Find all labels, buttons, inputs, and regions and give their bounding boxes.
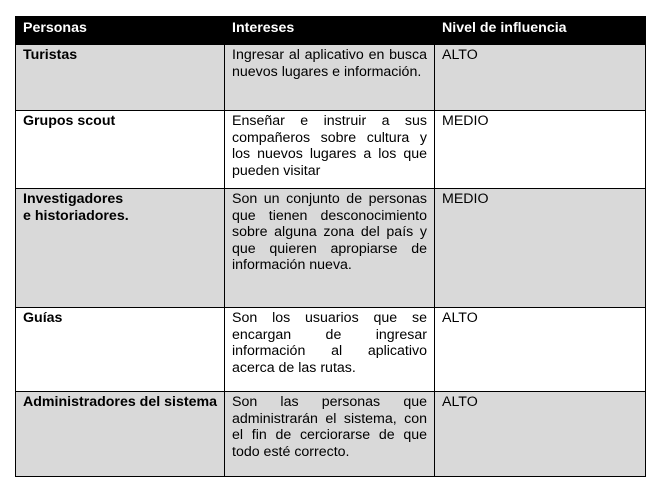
table-row xyxy=(16,111,646,189)
intereses-cell: Son los usuarios que se encargan de ingresar información al aplicativo acerca de las rutas. xyxy=(225,308,435,392)
header-nivel-influencia: Nivel de influencia xyxy=(435,17,646,45)
stakeholder-table xyxy=(15,16,646,477)
persona-cell: Guías xyxy=(16,308,225,392)
intereses-cell: Son un conjunto de personas que tienen desconocimiento sobre alguna zona del país y que quieren apropiarse de información nueva. xyxy=(225,189,435,308)
table-row xyxy=(16,45,646,111)
table-row xyxy=(16,189,646,308)
table-header xyxy=(16,17,646,45)
nivel-cell: ALTO xyxy=(435,45,646,111)
header-intereses: Intereses xyxy=(225,17,435,45)
table-body xyxy=(16,45,646,477)
header-row xyxy=(16,17,646,45)
nivel-cell: MEDIO xyxy=(435,111,646,189)
intereses-cell: Ingresar al aplicativo en busca nuevos lugares e información. xyxy=(225,45,435,111)
nivel-cell: MEDIO xyxy=(435,189,646,308)
intereses-cell: Enseñar e instruir a sus compañeros sobre cultura y los nuevos lugares a los que pueden visitar xyxy=(225,111,435,189)
persona-cell: Administradores del sistema xyxy=(16,392,225,477)
persona-cell: Investigadores e historiadores. xyxy=(16,189,225,308)
persona-cell: Grupos scout xyxy=(16,111,225,189)
nivel-cell: ALTO xyxy=(435,392,646,477)
table-row xyxy=(16,308,646,392)
intereses-cell: Son las personas que administrarán el sistema, con el fin de cerciorarse de que todo esté correcto. xyxy=(225,392,435,477)
table-row xyxy=(16,392,646,477)
persona-cell: Turistas xyxy=(16,45,225,111)
nivel-cell: ALTO xyxy=(435,308,646,392)
header-personas: Personas xyxy=(16,17,225,45)
